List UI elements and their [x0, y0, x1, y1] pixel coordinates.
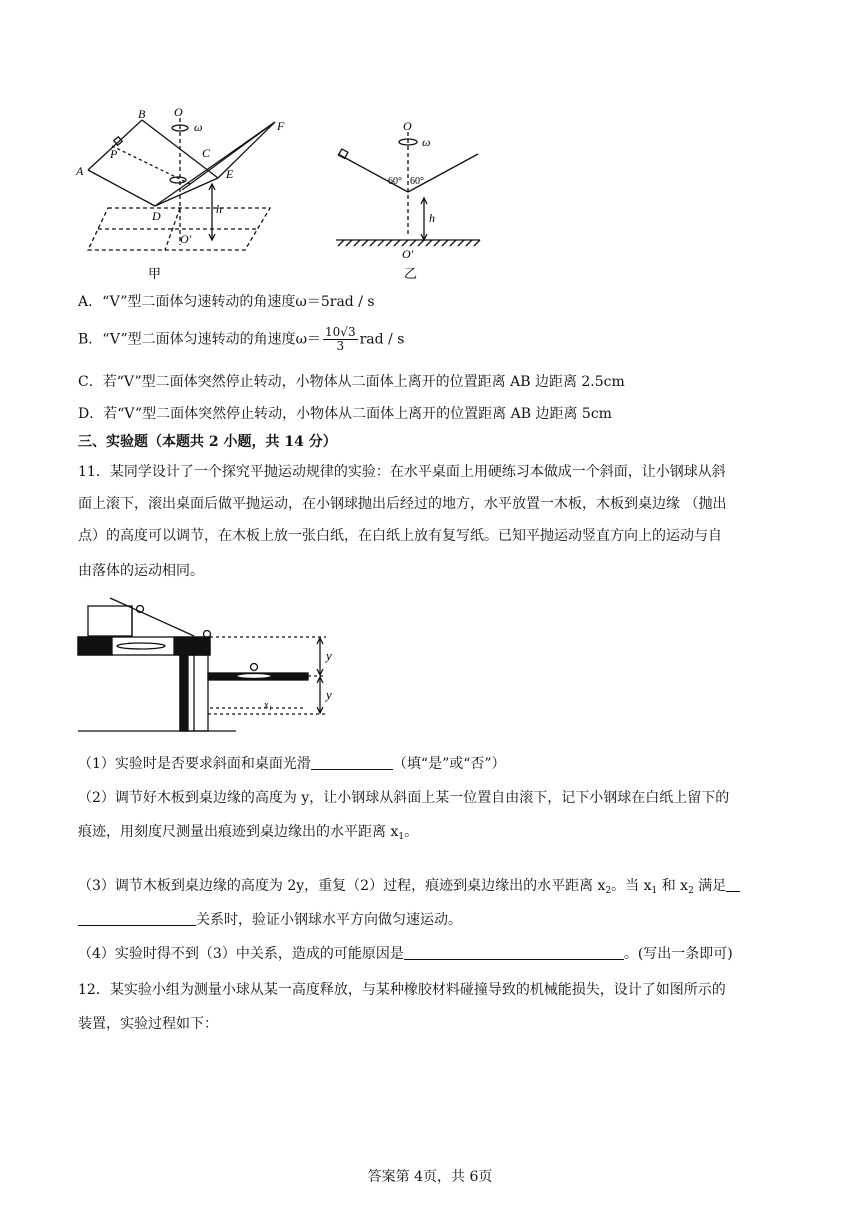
- yi-label-O-prime: O': [402, 247, 414, 261]
- yi-angle-right: 60°: [410, 176, 424, 187]
- yi-label-h: h: [429, 211, 435, 225]
- figure-yi: [328, 112, 488, 280]
- option-b-suffix: rad / s: [359, 331, 405, 348]
- exp-label-y-top: y: [326, 648, 332, 663]
- label-O: O: [174, 105, 183, 119]
- answer-blank-1[interactable]: [311, 755, 393, 770]
- q11-part1-hint: （填“是”或“否”）: [392, 756, 506, 772]
- label-F: F: [277, 119, 285, 133]
- label-omega: ω: [194, 120, 203, 134]
- q11-part2-line2: [78, 822, 418, 847]
- q11-line2: 面上滚下，滚出桌面后做平抛运动，在小钢球抛出后经过的地方，水平放置一木板，木板到桌边缘 （抛出: [78, 496, 727, 512]
- caption-yi: 乙: [404, 266, 418, 280]
- q11-part4: [78, 944, 733, 964]
- figure-experiment: [76, 596, 346, 736]
- option-a: A．“V”型二面体匀速转动的角速度ω＝5rad / s: [78, 294, 375, 310]
- page-footer: 答案第 4页，共 6页: [367, 1169, 493, 1185]
- q11-line3: 点）的高度可以调节，在木板上放一张白纸，在白纸上放有复写纸。已知平抛运动竖直方向上的运动与自: [78, 528, 722, 544]
- x1-subscript-b: 1: [651, 886, 658, 896]
- yi-label-omega: ω: [422, 135, 431, 149]
- q11-part2-end: 。: [404, 824, 419, 840]
- q11-line1: 11．某同学设计了一个探究平抛运动规律的实验：在水平桌面上用硬练习本做成一个斜面，让小钢球从斜: [78, 464, 726, 480]
- label-D: D: [152, 209, 161, 223]
- option-b-numerator: 10√3: [325, 325, 356, 339]
- q11-part3-mid: 。当 x: [611, 878, 652, 894]
- x1-subscript: 1: [398, 832, 405, 842]
- label-C: C: [202, 146, 211, 160]
- q11-line4: 由落体的运动相同。: [78, 563, 204, 579]
- yi-angle-left: 60°: [388, 176, 402, 187]
- q11-part1-text: （1）实验时是否要求斜面和桌面光滑: [78, 756, 311, 772]
- option-c: C．若“V”型二面体突然停止转动，小物体从二面体上离开的位置距离 AB 边距离 2.5cm: [78, 374, 625, 390]
- q11-part3-tail: 关系时，验证小钢球水平方向做匀速运动。: [196, 912, 462, 928]
- option-b: [78, 326, 404, 353]
- answer-blank-3[interactable]: [404, 945, 624, 960]
- label-O-prime: O': [180, 232, 192, 246]
- label-E: E: [226, 167, 234, 181]
- q12-line1: 12．某实验小组为测量小球从某一高度释放，与某种橡胶材料碰撞导致的机械能损失，设计了如图所示的: [78, 982, 726, 998]
- q11-part2-line1: （2）调节好木板到桌边缘的高度为 y，让小钢球从斜面上某一位置自由滚下，记下小钢球在白纸上留下的: [78, 790, 730, 806]
- q12-line2: 装置，实验过程如下：: [78, 1016, 218, 1032]
- label-h: h: [216, 202, 222, 216]
- q11-part3-text: （3）调节木板到桌边缘的高度为 2y，重复（2）过程，痕迹到桌边缘出的水平距离 x: [78, 878, 606, 894]
- section-heading: 三、实验题（本题共 2 小题，共 14 分）: [78, 434, 337, 450]
- q11-part2-text: 痕迹，用刻度尺测量出痕迹到桌边缘出的水平距离 x: [78, 824, 399, 840]
- q11-part3-and: 和 x: [657, 878, 689, 894]
- option-b-prefix: B．“V”型二面体匀速转动的角速度ω＝: [78, 331, 322, 348]
- exp-label-x1: x₁: [264, 700, 272, 711]
- q11-part3-line1: [78, 876, 740, 901]
- label-P: P: [110, 147, 118, 161]
- caption-jia: 甲: [148, 266, 162, 280]
- q11-part3-end: 满足: [693, 878, 727, 894]
- label-B: B: [138, 107, 146, 121]
- option-b-denominator: 3: [336, 339, 345, 353]
- option-b-fraction: [323, 326, 358, 353]
- x2-subscript: 2: [605, 886, 612, 896]
- q11-part3-line2: [78, 910, 462, 930]
- x2-subscript-b: 2: [688, 886, 694, 896]
- figure-jia: [70, 100, 290, 280]
- answer-blank-2a[interactable]: [726, 877, 740, 892]
- q11-part1: [78, 754, 506, 774]
- yi-label-O: O: [403, 119, 412, 133]
- q11-part4-text: （4）实验时得不到（3）中关系，造成的可能原因是: [78, 946, 404, 962]
- q11-part4-tail: 。(写出一条即可): [623, 946, 733, 962]
- answer-blank-2[interactable]: [78, 911, 196, 926]
- option-d: D．若“V”型二面体突然停止转动，小物体从二面体上离开的位置距离 AB 边距离 5cm: [78, 406, 612, 422]
- label-A: A: [76, 164, 84, 178]
- exp-label-y-bottom: y: [326, 687, 332, 702]
